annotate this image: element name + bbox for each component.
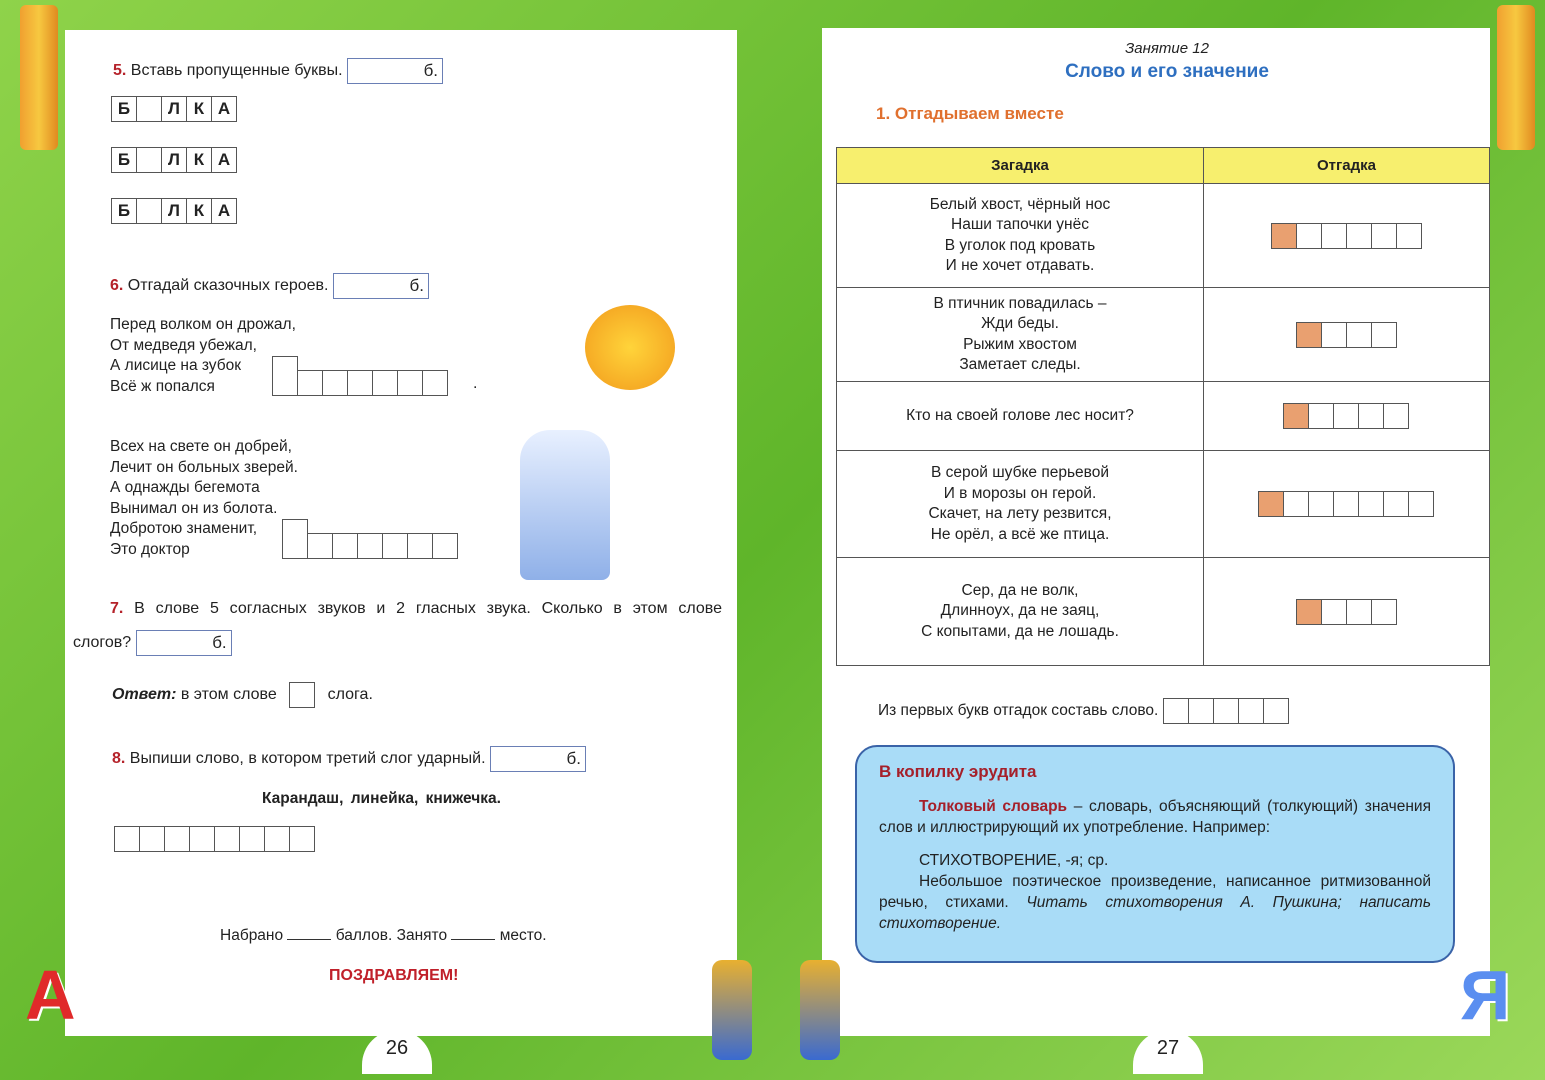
letter-cell[interactable] xyxy=(1371,223,1397,249)
riddle-line: С копытами, да не лошадь. xyxy=(921,622,1119,640)
letter-cell[interactable] xyxy=(239,826,265,852)
period: . xyxy=(473,375,478,392)
compose-text: Из первых букв отгадок составь слово. xyxy=(878,702,1159,719)
letter-cell[interactable] xyxy=(372,370,398,396)
term: Толковый словарь xyxy=(919,798,1068,815)
header-answer: Отгадка xyxy=(1204,148,1490,184)
letter-ya-mascot: Я xyxy=(1460,956,1511,1034)
task-number: 5. xyxy=(113,62,127,80)
section-heading: 1. Отгадываем вместе xyxy=(876,104,1064,123)
riddle-cell xyxy=(837,184,1204,288)
letter-cell[interactable] xyxy=(136,147,162,173)
task-text: Вставь пропущенные буквы. xyxy=(130,62,343,80)
letter-cell[interactable] xyxy=(1321,322,1347,348)
place-blank[interactable] xyxy=(451,939,495,940)
letter-cell[interactable] xyxy=(1163,698,1189,724)
letter-cell[interactable] xyxy=(1346,599,1372,625)
riddle-cell xyxy=(837,288,1204,382)
answer-label: Ответ: xyxy=(112,686,177,704)
riddle-line: Скачет, на лету резвится, xyxy=(928,505,1112,522)
congrats-text: ПОЗДРАВЛЯЕМ! xyxy=(329,967,459,984)
letter-cell[interactable] xyxy=(1408,491,1434,517)
word-cells[interactable] xyxy=(112,198,237,224)
letter-cell[interactable] xyxy=(136,96,162,122)
crayon-mascot-right xyxy=(800,960,840,1060)
letter-cell[interactable] xyxy=(1358,403,1384,429)
task-7 xyxy=(110,600,722,618)
letter-cell[interactable] xyxy=(1371,599,1397,625)
letter-cell[interactable]: Л xyxy=(161,198,187,224)
letter-cell[interactable] xyxy=(272,356,298,396)
riddle-table xyxy=(836,147,1490,666)
riddle-line: Белый хвост, чёрный нос xyxy=(929,195,1111,213)
task-text: Отгадай сказочных героев. xyxy=(127,277,329,295)
letter-cell[interactable] xyxy=(1283,491,1309,517)
letter-cell[interactable]: Б xyxy=(111,198,137,224)
letter-cell[interactable] xyxy=(1296,599,1322,625)
letter-cell[interactable]: А xyxy=(211,198,237,224)
answer-cells[interactable] xyxy=(1204,403,1489,429)
letter-cell[interactable] xyxy=(1263,698,1289,724)
letter-cell[interactable]: К xyxy=(186,96,212,122)
letter-cell[interactable]: А xyxy=(211,96,237,122)
score-box[interactable]: б. xyxy=(490,746,586,772)
letter-cell[interactable] xyxy=(332,533,358,559)
letter-cell[interactable] xyxy=(1383,403,1409,429)
answer-cell xyxy=(1204,288,1490,382)
crayon-mascot-left xyxy=(712,960,752,1060)
task-number: 6. xyxy=(110,277,124,295)
riddle-line: Длинноух, да не заяц, xyxy=(940,602,1100,620)
word-cells[interactable] xyxy=(112,147,237,173)
letter-cell[interactable] xyxy=(1213,698,1239,724)
task-5 xyxy=(113,58,443,84)
letter-cell[interactable] xyxy=(1358,491,1384,517)
letter-a-mascot: А xyxy=(25,956,76,1034)
poem-line: А однажды бегемота xyxy=(110,479,260,496)
answer-cells[interactable] xyxy=(283,533,458,559)
answer-cell xyxy=(1204,558,1490,666)
letter-cell[interactable] xyxy=(1308,403,1334,429)
answer-cells[interactable] xyxy=(115,826,315,852)
letter-cell[interactable] xyxy=(357,533,383,559)
letter-cell[interactable] xyxy=(282,519,308,559)
table-row xyxy=(837,558,1490,666)
poem-line: Это доктор xyxy=(110,540,190,558)
letter-cell[interactable] xyxy=(432,533,458,559)
letter-cell[interactable] xyxy=(1308,491,1334,517)
riddle-line: Сер, да не волк, xyxy=(961,581,1079,599)
answer-cell xyxy=(1204,184,1490,288)
letter-cell[interactable] xyxy=(1383,491,1409,517)
poem-line: Всё ж попался xyxy=(110,377,215,395)
poem-line: Всех на свете он добрей, xyxy=(110,438,292,455)
score-box[interactable]: б. xyxy=(347,58,443,84)
summary-text: место. xyxy=(499,927,547,944)
answer-text: в этом слове xyxy=(180,686,277,704)
pencil-mascot-right xyxy=(1497,5,1535,150)
letter-cell[interactable] xyxy=(1346,223,1372,249)
points-blank[interactable] xyxy=(287,939,331,940)
poem-line: Вынимал он из болота. xyxy=(110,499,278,517)
poem-line: Добротою знаменит, xyxy=(110,520,258,537)
letter-cell[interactable] xyxy=(1283,403,1309,429)
poem-line: От медведя убежал, xyxy=(110,336,257,354)
letter-cell[interactable] xyxy=(214,826,240,852)
riddle-line: Наши тапочки унёс xyxy=(951,216,1089,233)
answer-cell[interactable] xyxy=(289,682,315,708)
riddle-line: В серой шубке перьевой xyxy=(930,464,1109,481)
riddle-poem-1 xyxy=(110,315,296,397)
letter-cell[interactable] xyxy=(1321,599,1347,625)
lesson-label: Занятие 12 xyxy=(1125,40,1209,57)
letter-cell[interactable] xyxy=(1296,322,1322,348)
letter-cell[interactable] xyxy=(1321,223,1347,249)
erudite-title: В копилку эрудита xyxy=(879,762,1037,781)
letter-cell[interactable] xyxy=(422,370,448,396)
compose-word xyxy=(878,698,1289,724)
score-box[interactable]: б. xyxy=(136,630,232,656)
erudite-box xyxy=(855,745,1455,963)
letter-cell[interactable] xyxy=(397,370,423,396)
letter-cell[interactable] xyxy=(347,370,373,396)
riddle-line: Рыжим хвостом xyxy=(963,335,1077,353)
riddle-line: И не хочет отдавать. xyxy=(945,257,1095,274)
riddle-cell xyxy=(837,451,1204,558)
riddle-line: Заметает следы. xyxy=(959,356,1081,373)
letter-cell[interactable]: Б xyxy=(111,147,137,173)
letter-cell[interactable] xyxy=(1238,698,1264,724)
word-cells[interactable] xyxy=(112,96,237,122)
letter-cell[interactable]: Б xyxy=(111,96,137,122)
letter-cell[interactable] xyxy=(114,826,140,852)
poem-line: Лечит он больных зверей. xyxy=(110,458,298,476)
letter-cell[interactable] xyxy=(322,370,348,396)
task-number: 8. xyxy=(112,750,126,768)
doctor-illustration xyxy=(520,430,610,580)
riddle-line: Кто на своей голове лес носит? xyxy=(906,406,1134,424)
letter-cell[interactable] xyxy=(1371,322,1397,348)
answer-cells[interactable] xyxy=(1204,223,1489,249)
score-box[interactable]: б. xyxy=(333,273,429,299)
answer-cell xyxy=(1204,382,1490,451)
letter-cell[interactable] xyxy=(1333,403,1359,429)
summary-text: Набрано xyxy=(220,927,284,944)
score-summary xyxy=(220,927,547,945)
header-riddle: Загадка xyxy=(837,148,1204,184)
task-text: слогов? xyxy=(73,634,132,652)
letter-cell[interactable] xyxy=(136,198,162,224)
riddle-cell xyxy=(837,558,1204,666)
letter-cell[interactable] xyxy=(1296,223,1322,249)
letter-cell[interactable] xyxy=(164,826,190,852)
riddle-line: В уголок под кровать xyxy=(944,236,1096,254)
answer-cells[interactable] xyxy=(1164,698,1289,724)
letter-cell[interactable] xyxy=(297,370,323,396)
letter-cell[interactable]: Л xyxy=(161,147,187,173)
letter-cell[interactable]: К xyxy=(186,147,212,173)
answer-cells[interactable] xyxy=(1204,491,1489,517)
task-number: 7. xyxy=(110,600,124,617)
letter-cell[interactable] xyxy=(382,533,408,559)
entry-example: Читать стихотворения А. Пушкина; написать стихотворение. xyxy=(879,894,1431,932)
letter-cell[interactable] xyxy=(1333,491,1359,517)
answer-cells[interactable] xyxy=(1204,599,1489,625)
task-6 xyxy=(110,273,429,299)
riddle-line: В птичник повадилась – xyxy=(933,294,1107,312)
riddle-line: И в морозы он герой. xyxy=(943,484,1097,502)
table-row xyxy=(837,288,1490,382)
kolobok-illustration xyxy=(585,305,675,390)
letter-cell[interactable]: А xyxy=(211,147,237,173)
letter-cell[interactable] xyxy=(289,826,315,852)
poem-line: А лисице на зубок xyxy=(110,357,242,374)
table-row xyxy=(837,184,1490,288)
letter-cell[interactable] xyxy=(264,826,290,852)
lesson-title: Слово и его значение xyxy=(1065,61,1269,82)
letter-cell[interactable]: К xyxy=(186,198,212,224)
pencil-mascot-left xyxy=(20,5,58,150)
riddle-poem-2 xyxy=(110,437,298,560)
letter-cell[interactable] xyxy=(307,533,333,559)
answer-text-end: слога. xyxy=(327,686,373,704)
letter-cell[interactable] xyxy=(1258,491,1284,517)
summary-text: баллов. Занято xyxy=(335,927,448,944)
dictionary-entry: СТИХОТВОРЕНИЕ, -я; ср. xyxy=(919,852,1109,869)
task-8 xyxy=(112,746,586,772)
letter-cell[interactable] xyxy=(139,826,165,852)
page-number-left: 26 xyxy=(362,1030,432,1074)
table-row xyxy=(837,382,1490,451)
definition: – словарь, объясняющий (толкующий) значения слов и иллюстрирующий их употребление. Например: xyxy=(879,798,1431,836)
letter-cell[interactable] xyxy=(1188,698,1214,724)
left-page xyxy=(65,30,737,1036)
task-7-answer xyxy=(112,682,373,708)
poem-line: Перед волком он дрожал, xyxy=(110,316,296,333)
riddle-cell xyxy=(837,382,1204,451)
task-text: Выпиши слово, в котором третий слог ударный. xyxy=(129,750,486,768)
entry-meaning: Небольшое поэтическое произведение, написанное ритмизованной речью, стихами. xyxy=(879,873,1431,911)
answer-cells[interactable] xyxy=(1204,322,1489,348)
letter-cell[interactable] xyxy=(1271,223,1297,249)
answer-cells[interactable] xyxy=(273,370,448,396)
riddle-line: Не орёл, а всё же птица. xyxy=(930,525,1110,543)
word-list: Карандаш, линейка, книжечка. xyxy=(262,790,501,807)
letter-cell[interactable] xyxy=(1346,322,1372,348)
answer-cell xyxy=(1204,451,1490,558)
table-row xyxy=(837,451,1490,558)
page-number-right: 27 xyxy=(1133,1030,1203,1074)
letter-cell[interactable]: Л xyxy=(161,96,187,122)
letter-cell[interactable] xyxy=(189,826,215,852)
riddle-line: Жди беды. xyxy=(981,315,1059,332)
task-text: В слове 5 согласных звуков и 2 гласных звука. Сколько в этом слове xyxy=(134,600,722,617)
letter-cell[interactable] xyxy=(407,533,433,559)
letter-cell[interactable] xyxy=(1396,223,1422,249)
